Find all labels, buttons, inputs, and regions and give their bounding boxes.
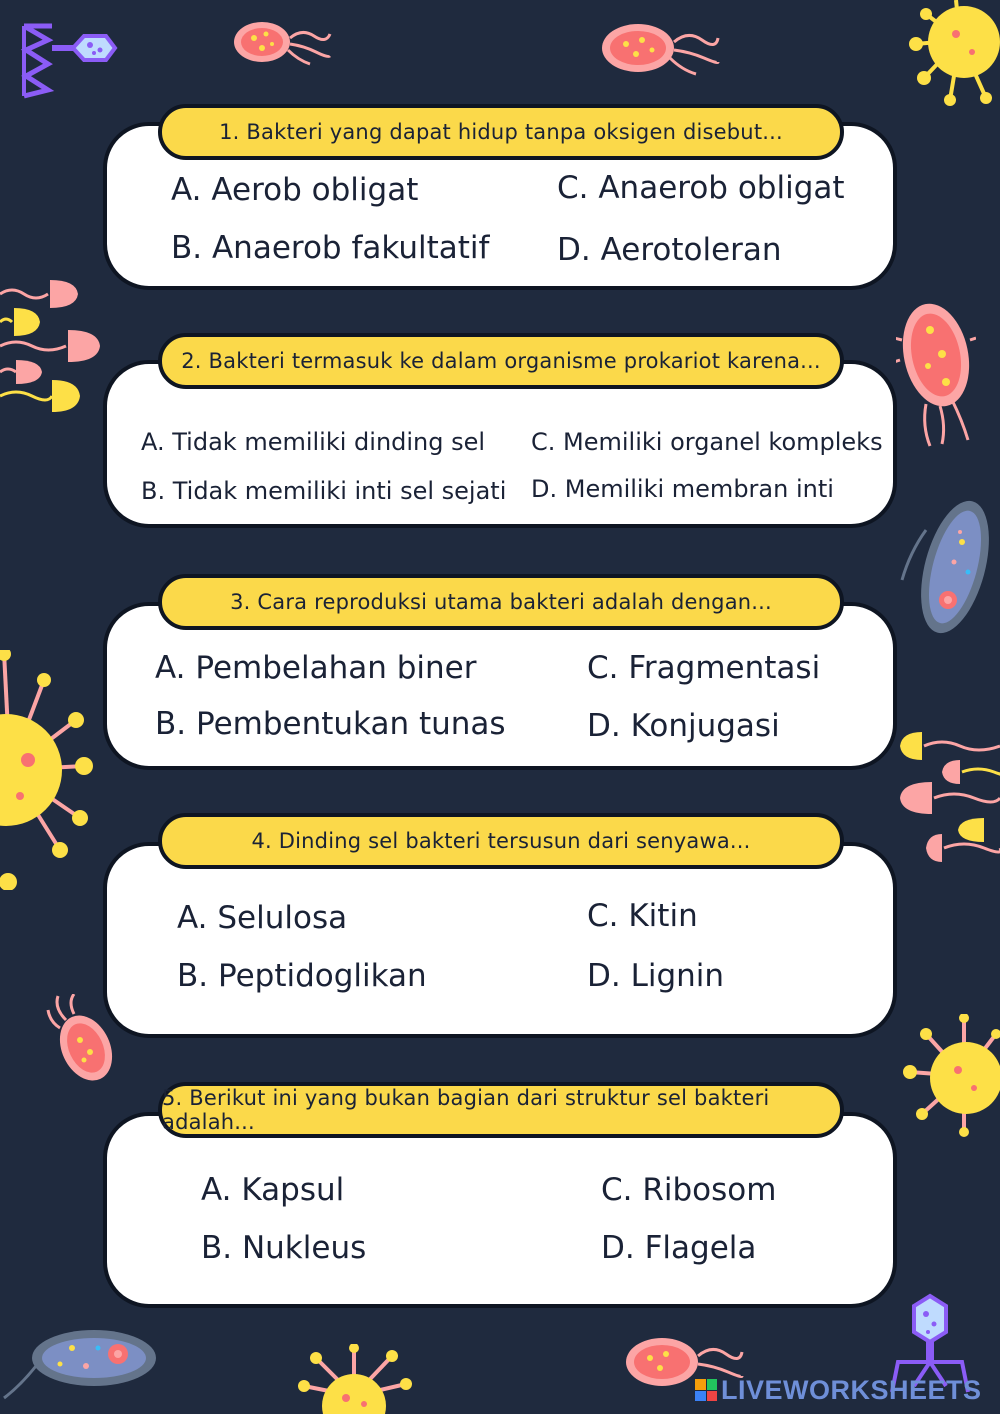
option-1d[interactable]: D. Aerotoleran	[557, 232, 782, 268]
mushroom-cluster-icon	[0, 276, 104, 416]
option-4c[interactable]: C. Kitin	[587, 898, 698, 934]
option-5b[interactable]: B. Nukleus	[201, 1230, 367, 1266]
phage-icon	[18, 20, 118, 102]
watermark	[695, 1376, 982, 1404]
option-1a[interactable]: A. Aerob obligat	[171, 172, 419, 208]
virus-icon	[296, 1344, 412, 1414]
question-2-text: 2. Bakteri termasuk ke dalam organisme prokariot karena...	[181, 349, 821, 373]
option-2c[interactable]: C. Memiliki organel kompleks	[531, 428, 883, 456]
question-4-text: 4. Dinding sel bakteri tersusun dari senyawa...	[251, 829, 751, 853]
virus-icon	[0, 650, 110, 890]
question-4-card	[103, 842, 897, 1038]
question-3-prompt	[158, 574, 844, 630]
option-3a[interactable]: A. Pembelahan biner	[155, 650, 477, 686]
question-1-text: 1. Bakteri yang dapat hidup tanpa oksigen disebut...	[219, 120, 783, 144]
virus-icon	[896, 0, 1000, 110]
option-3c[interactable]: C. Fragmentasi	[587, 650, 821, 686]
question-5-card	[103, 1112, 897, 1308]
question-4-prompt	[158, 813, 844, 869]
option-2d[interactable]: D. Memiliki membran inti	[531, 475, 834, 503]
paramecium-icon	[900, 492, 1000, 642]
option-4a[interactable]: A. Selulosa	[177, 900, 348, 936]
bacteria-icon	[600, 16, 720, 80]
option-2b[interactable]: B. Tidak memiliki inti sel sejati	[141, 477, 507, 505]
question-1-prompt	[158, 104, 844, 160]
bacteria-icon	[896, 300, 976, 460]
question-3-text: 3. Cara reproduksi utama bakteri adalah dengan...	[230, 590, 772, 614]
question-5-text: 5. Berikut ini yang bukan bagian dari struktur sel bakteri adalah...	[162, 1086, 770, 1134]
virus-icon	[900, 1014, 1000, 1138]
question-5-prompt	[158, 1082, 844, 1138]
option-5a[interactable]: A. Kapsul	[201, 1172, 345, 1208]
liveworksheets-logo-icon	[695, 1379, 717, 1401]
option-2a[interactable]: A. Tidak memiliki dinding sel	[141, 428, 486, 456]
option-3d[interactable]: D. Konjugasi	[587, 708, 780, 744]
option-1b[interactable]: B. Anaerob fakultatif	[171, 230, 490, 266]
bacteria-icon	[232, 16, 332, 72]
watermark-text: LIVEWORKSHEETS	[721, 1374, 982, 1405]
paramecium-icon	[0, 1324, 160, 1404]
option-1c[interactable]: C. Anaerob obligat	[557, 170, 845, 206]
option-4b[interactable]: B. Peptidoglikan	[177, 958, 427, 994]
option-5c[interactable]: C. Ribosom	[601, 1172, 777, 1208]
option-3b[interactable]: B. Pembentukan tunas	[155, 706, 506, 742]
option-4d[interactable]: D. Lignin	[587, 958, 725, 994]
option-5d[interactable]: D. Flagela	[601, 1230, 757, 1266]
mushroom-cluster-icon	[898, 726, 1000, 866]
question-2-prompt	[158, 333, 844, 389]
